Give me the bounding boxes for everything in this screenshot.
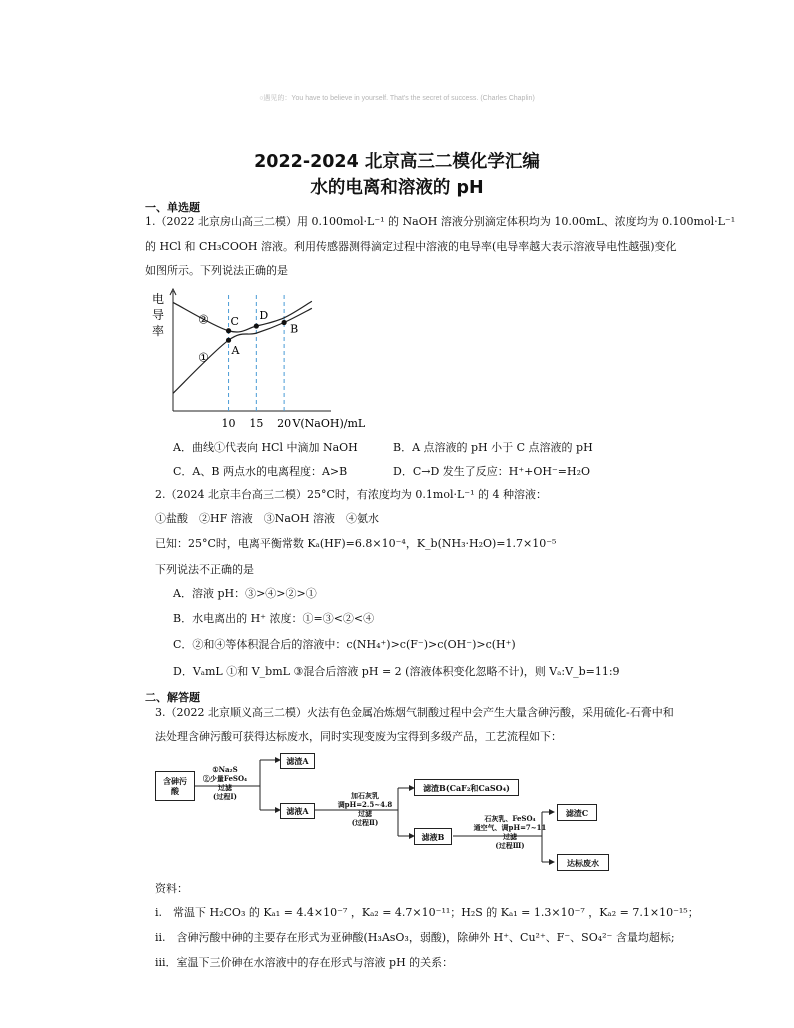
q1-line1: 1.（2022 北京房山高三二模）用 0.100mol·L⁻¹ 的 NaOH 溶液分别滴定体积均为 10.00mL、浓度均为 0.100mol·L⁻¹ [145,215,736,228]
q2-option-d[interactable]: D．VₐmL ①和 V_bmL ③混合后溶液 pH = 2 (溶液体积变化忽略不计)，则 Vₐ:V_b=11:9 [173,665,620,678]
x-tick-label: 10 [221,417,236,430]
step1-conditions [194,765,256,801]
q2-option-c[interactable]: C．②和④等体积混合后的溶液中：c(NH₄⁺)>c(F⁻)>c(OH⁻)>c(H⁺) [173,638,516,651]
node-residue-b: 滤渣B(CaF₂和CaSO₄) [414,779,519,796]
series-line-curve1 [173,308,312,393]
series-label-curve2: ② [198,312,209,327]
x-tick-label: 20 [277,417,292,430]
data-point-label-C: C [230,314,239,328]
node-arsenic-acid-label: 含砷污酸 [163,776,187,796]
section-heading-single-choice: 一、单选题 [145,201,200,214]
step2-conditions [330,791,400,827]
q2-option-a[interactable]: A．溶液 pH：③>④>②>① [173,587,317,600]
x-tick-label: 15 [249,417,264,430]
data-point-D [254,323,259,328]
step2-reagent1: 加石灰乳 [351,791,379,800]
series-label-curve1: ① [198,350,209,365]
q2-line1: 2.（2024 北京丰台高三二模）25°C时，有浓度均为 0.1mol·L⁻¹ 的 4 种溶液： [155,488,547,501]
q1-line2: 的 HCl 和 CH₃COOH 溶液。利用传感器测得滴定过程中溶液的电导率(电导率越大表示溶液导电性越强)变化 [145,240,677,253]
node-residue-a: 滤渣A [280,753,315,769]
step3-conditions [470,814,550,850]
x-axis-label: V(NaOH)/mL [292,417,366,430]
step3-operation: 过滤 [503,832,517,841]
info-heading: 资料： [155,882,188,895]
node-compliant-wastewater: 达标废水 [557,854,609,871]
section-heading-answer: 二、解答题 [145,691,200,704]
q3-line2: 法处理含砷污酸可获得达标废水，同时实现变废为宝得到多级产品，工艺流程如下： [155,730,562,743]
step3-process: (过程Ⅲ) [495,841,525,850]
step1-reagent2: ②少量FeSO₄ [202,774,248,783]
step1-process: (过程Ⅰ) [213,792,237,801]
y-axis-label-char: 率 [151,324,165,338]
doc-title-line2: 水的电离和溶液的 pH [310,178,484,198]
info-item-i: i. 常温下 H₂CO₃ 的 Kₐ₁ = 4.4×10⁻⁷ ，Kₐ₂ = 4.7×10⁻¹¹；H₂S 的 Kₐ₁ = 1.3×10⁻⁷ ，Kₐ₂ = 7.1×10⁻¹⁵； [155,906,699,919]
step2-reagent2: 调pH=2.5~4.8 [337,800,393,809]
q2-line3: 已知：25°C时，电离平衡常数 Kₐ(HF)=6.8×10⁻⁴，K_b(NH₃·H₂O)=1.7×10⁻⁵ [155,537,557,550]
node-arsenic-acid [155,771,195,801]
data-point-A [226,338,231,343]
conductivity-chart [150,285,400,435]
data-point-B [282,320,287,325]
q1-option-b[interactable]: B．A 点溶液的 pH 小于 C 点溶液的 pH [393,441,593,454]
step2-process: (过程Ⅱ) [351,818,379,827]
step1-reagent1: ①Na₂S [212,765,238,774]
step3-reagent1: 石灰乳、FeSO₄ [484,814,536,823]
step3-reagent2: 通空气、调pH=7~11 [473,823,547,832]
watermark: ○遇见的：You have to believe in yourself. That's the secret of success. (Charles Chaplin) [259,95,535,102]
node-filtrate-a: 滤液A [280,803,315,819]
node-filtrate-b: 滤液B [414,828,452,845]
data-point-label-A: A [231,344,240,358]
q2-line4: 下列说法不正确的是 [155,563,254,576]
q1-option-d[interactable]: D．C→D 发生了反应：H⁺+OH⁻=H₂O [393,465,591,478]
data-point-label-B: B [290,322,299,336]
q1-option-c[interactable]: C．A、B 两点水的电离程度：A>B [173,465,348,478]
y-axis-label-char: 电 [151,292,165,306]
q3-line1: 3.（2022 北京顺义高三二模）火法有色金属冶炼烟气制酸过程中会产生大量含砷污酸，采用硫化-石膏中和 [155,706,674,719]
step2-operation: 过滤 [358,809,372,818]
q2-option-b[interactable]: B．水电离出的 H⁺ 浓度：①=③<②<④ [173,612,375,625]
doc-title-line1: 2022-2024 北京高三二模化学汇编 [254,152,540,172]
info-item-iii: iii．室温下三价砷在水溶液中的存在形式与溶液 pH 的关系： [155,956,454,969]
info-item-ii: ii. 含砷污酸中砷的主要存在形式为亚砷酸(H₃AsO₃，弱酸)，除砷外 H⁺、Cu²⁺、F⁻、SO₄²⁻ 含量均超标; [155,931,675,944]
q1-option-a[interactable]: A．曲线①代表向 HCl 中滴加 NaOH [173,441,358,454]
q2-line2: ①盐酸 ②HF 溶液 ③NaOH 溶液 ④氨水 [155,512,380,525]
y-axis-label-char: 导 [151,308,165,322]
step1-operation: 过滤 [218,783,232,792]
q1-line3: 如图所示。下列说法正确的是 [145,264,288,277]
data-point-label-D: D [259,309,269,323]
node-residue-c: 滤渣C [557,804,597,821]
data-point-C [226,328,231,333]
